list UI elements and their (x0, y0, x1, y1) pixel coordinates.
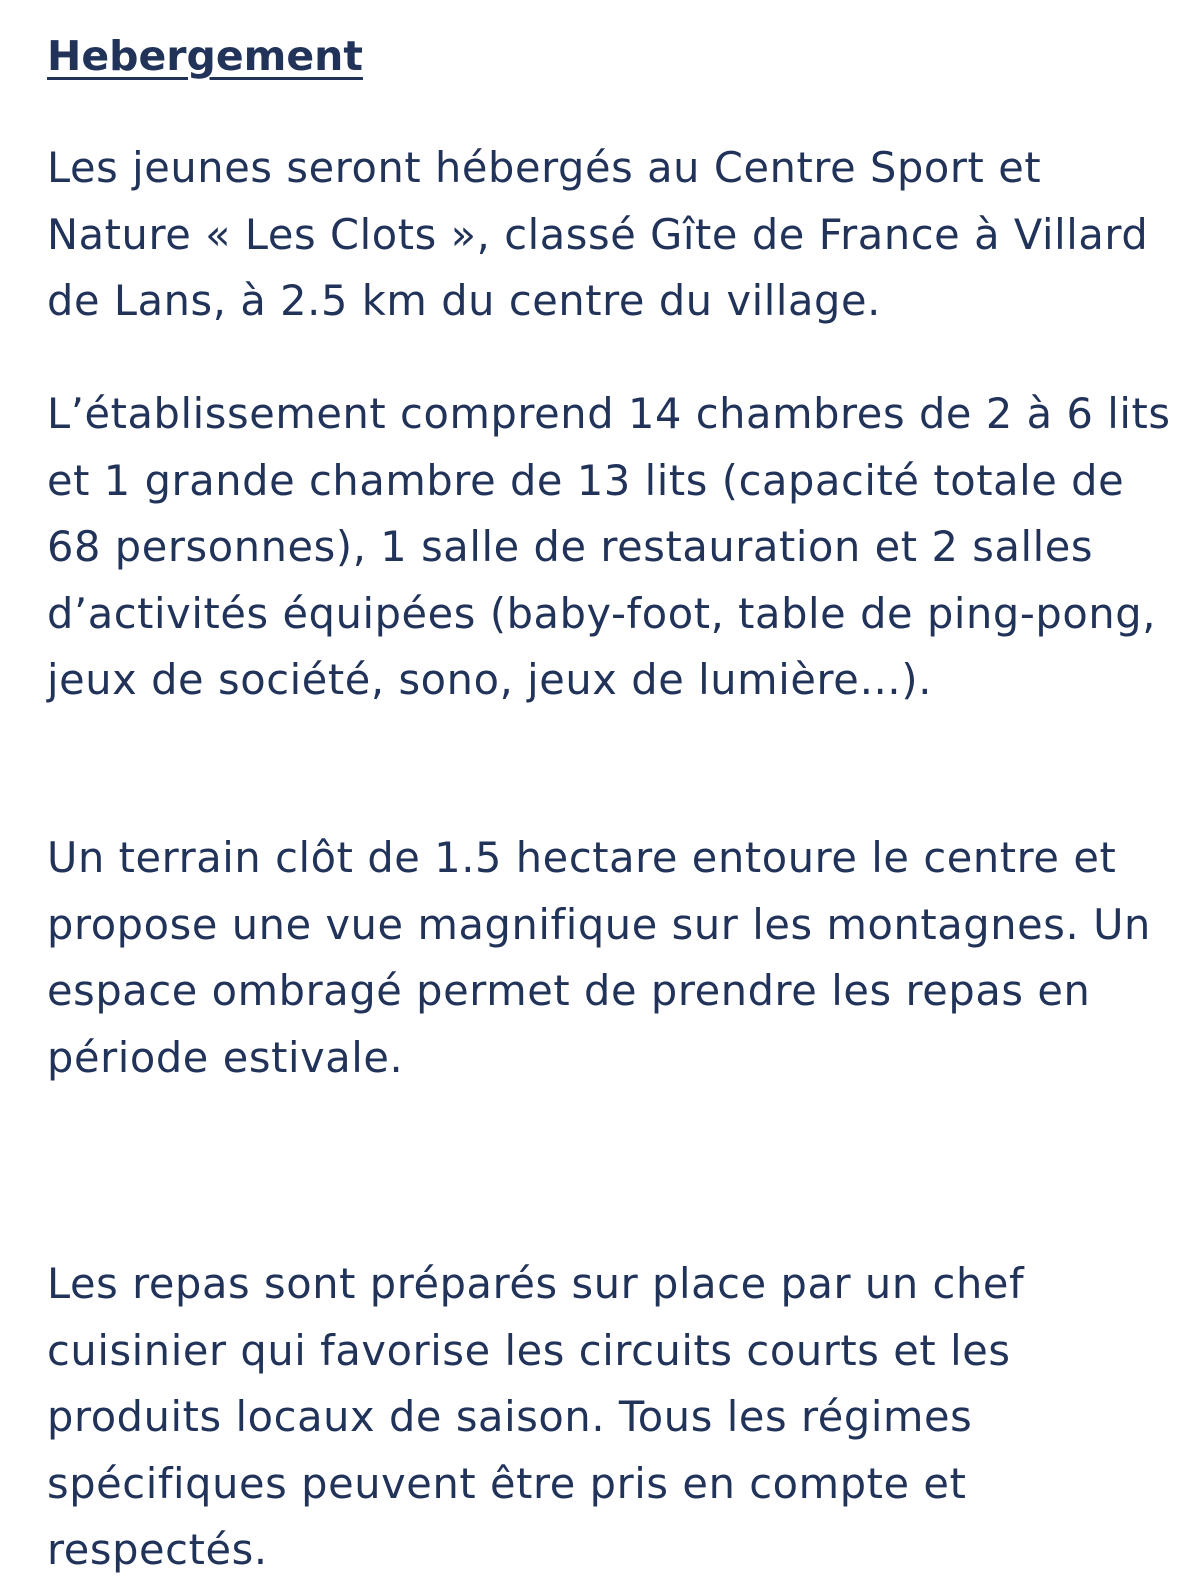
document-body (47, 28, 1187, 1574)
paragraph-accommodation: Les jeunes seront hébergés au Centre Sport et Nature « Les Clots », classé Gîte de France à Villard de Lans, à 2.5 km du centre du village. (47, 143, 1149, 325)
paragraph-grounds: Un terrain clôt de 1.5 hectare entoure le centre et propose une vue magnifique sur les montagnes. Un espace ombragé permet de prendre les repas en période estivale. (47, 833, 1151, 1082)
paragraph-meals: Les repas sont préparés sur place par un chef cuisinier qui favorise les circuits courts et les produits locaux de saison. Tous les régimes spécifiques peuvent être pris en compte et respectés. (47, 1259, 1025, 1574)
paragraph-facilities: L’établissement comprend 14 chambres de 2 à 6 lits et 1 grande chambre de 13 lits (capacité totale de 68 personnes), 1 salle de restauration et 2 salles d’activités équipées (baby-foot, table de ping-pong, jeux de société, sono, jeux de lumière…). (47, 389, 1171, 704)
section-heading: Hebergement (47, 32, 363, 80)
